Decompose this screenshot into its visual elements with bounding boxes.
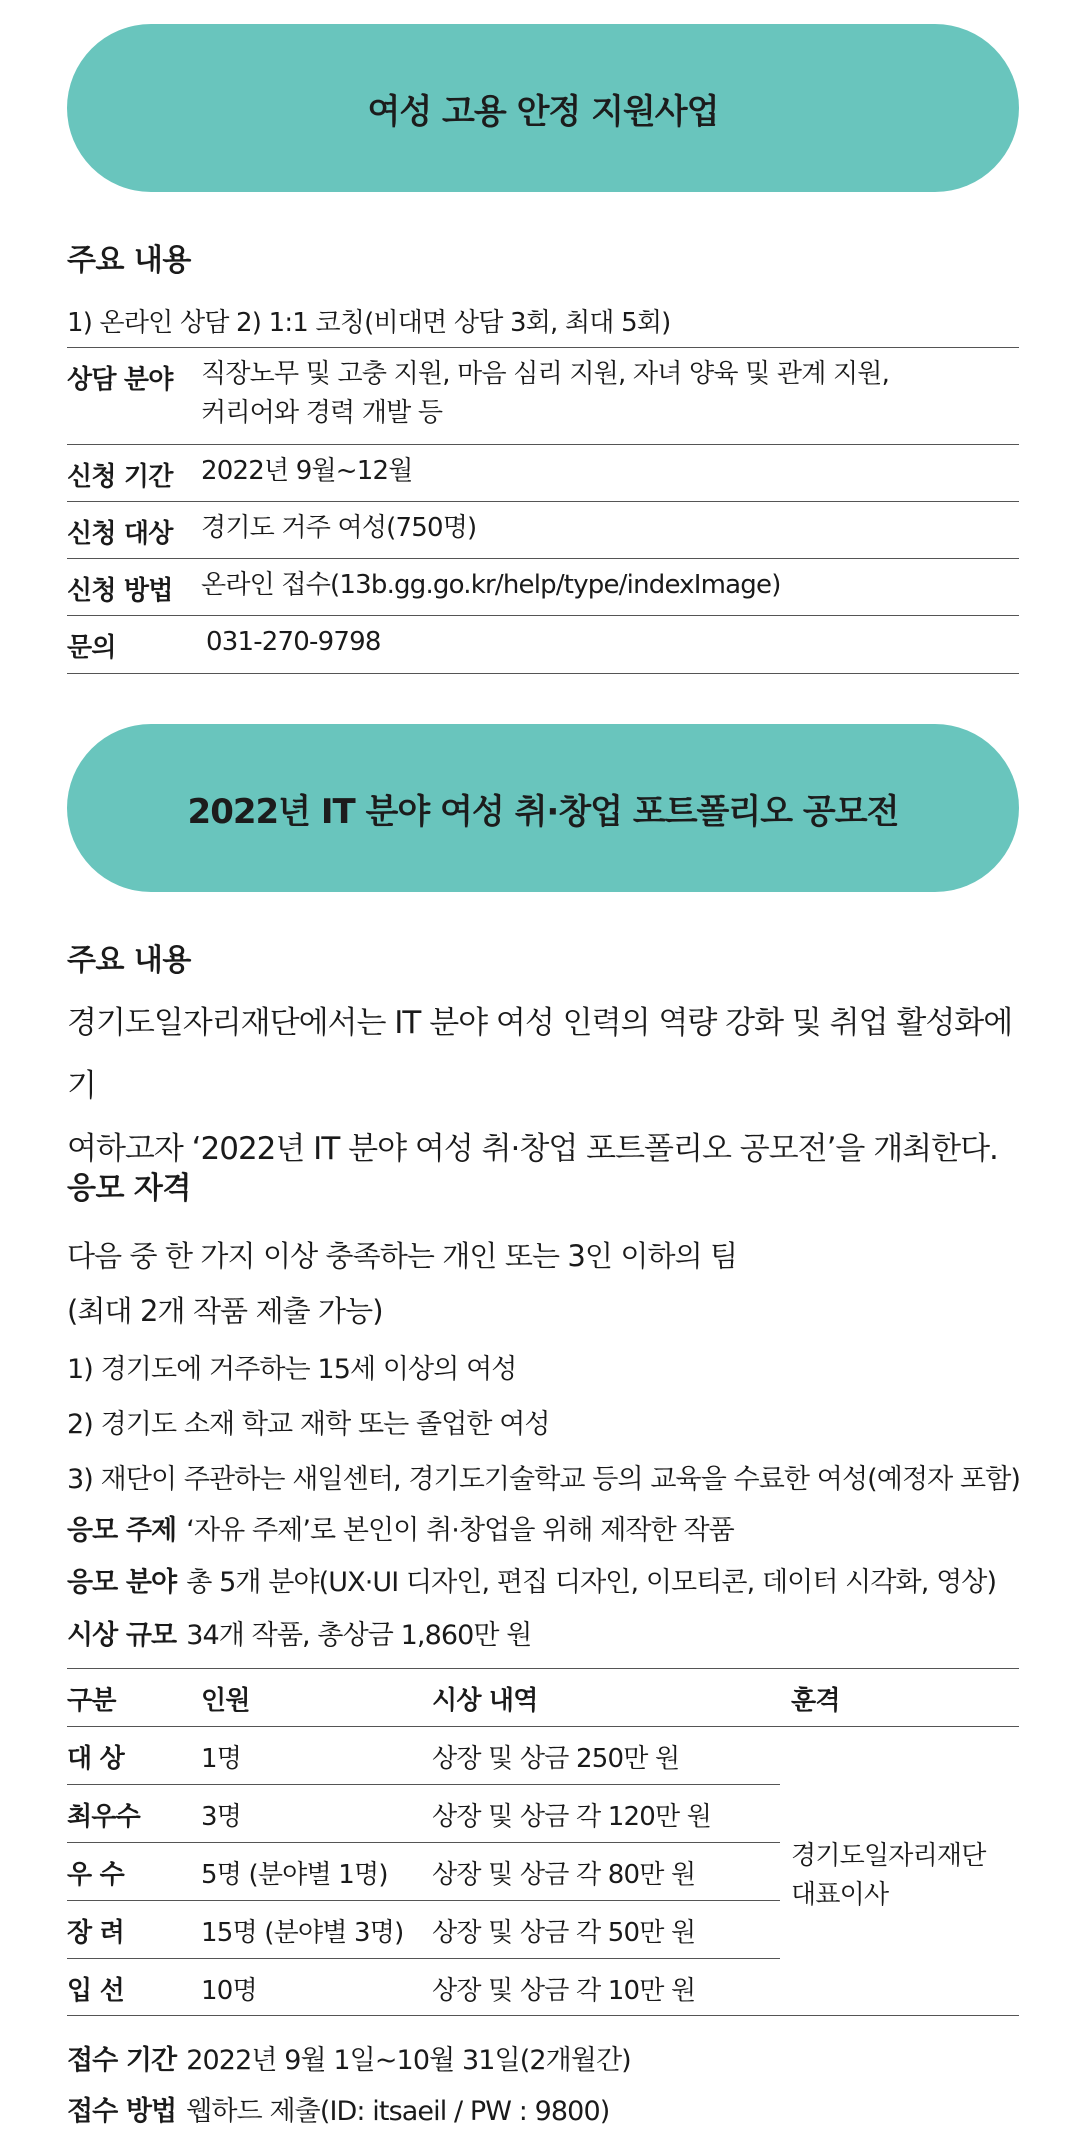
- description-line2: 여하고자 ‘2022년 IT 분야 여성 취·창업 포트폴리오 공모전’을 개최한다.: [67, 1131, 998, 1167]
- table-row-rule: [67, 1900, 780, 1901]
- section1-heading: 주요 내용: [67, 243, 191, 278]
- table-cell-honor: 경기도일자리재단: [791, 1841, 986, 1871]
- row-value-apply-period: 2022년 9월~12월: [201, 456, 413, 486]
- table-cell-count: 5명 (분야별 1명): [201, 1860, 388, 1890]
- footer-value: 웹하드 제출(ID: itsaeil / PW : 9800): [186, 2096, 610, 2127]
- table-cell-count: 10명: [201, 1976, 257, 2006]
- table-cell-prize: 상장 및 상금 각 120만 원: [432, 1802, 712, 1832]
- info-theme: [67, 1508, 734, 1547]
- description-line1: 경기도일자리재단에서는 IT 분야 여성 인력의 역량 강화 및 취업 활성화에 기: [67, 1005, 1013, 1104]
- row-label-apply-period: 신청 기간: [67, 462, 173, 492]
- footer-receipt-method: [67, 2089, 609, 2128]
- qualification-line1: 다음 중 한 가지 이상 충족하는 개인 또는 3인 이하의 팀: [67, 1239, 738, 1273]
- row-value-contact: 031-270-9798: [206, 627, 381, 657]
- table-cell-grade: 우 수: [67, 1860, 124, 1890]
- section1-intro: 1) 온라인 상담 2) 1:1 코칭(비대면 상담 3회, 최대 5회): [67, 308, 671, 338]
- table-cell-count: 1명: [201, 1744, 242, 1774]
- table-row-rule: [67, 1958, 780, 1959]
- info-label: 응모 주제: [67, 1515, 177, 1546]
- row-value-consult-field: [201, 355, 889, 433]
- section1-title-banner: [67, 24, 1019, 192]
- row-label-apply-target: 신청 대상: [67, 519, 173, 549]
- table-header: 훈격: [791, 1686, 840, 1716]
- table-row-rule: [67, 1784, 780, 1785]
- table-top-rule: [67, 1668, 1019, 1669]
- row-value-line1: 직장노무 및 고충 지원, 마음 심리 지원, 자녀 양육 및 관계 지원,: [201, 359, 890, 389]
- info-label: 응모 분야: [67, 1567, 177, 1598]
- info-value: 총 5개 분야(UX·UI 디자인, 편집 디자인, 이모티콘, 데이터 시각화, 영상): [186, 1567, 997, 1598]
- divider: [67, 615, 1019, 616]
- qualification-line2: (최대 2개 작품 제출 가능): [67, 1294, 383, 1328]
- table-cell-grade: 최우수: [67, 1802, 140, 1832]
- qualification-heading: 응모 자격: [67, 1171, 191, 1206]
- table-row-rule: [67, 1842, 780, 1843]
- table-header: 구분: [67, 1686, 116, 1716]
- qualification-item: 2) 경기도 소재 학교 재학 또는 졸업한 여성: [67, 1409, 550, 1440]
- footer-receipt-period: [67, 2038, 631, 2077]
- table-cell-prize: 상장 및 상금 각 80만 원: [432, 1860, 696, 1890]
- divider: [67, 347, 1019, 348]
- row-label-consult-field: 상담 분야: [67, 365, 173, 395]
- table-cell-grade: 입 선: [67, 1976, 124, 2006]
- table-bottom-rule: [67, 2015, 1019, 2016]
- table-cell-grade: 장 려: [67, 1918, 124, 1948]
- section2-description: [67, 992, 1027, 1181]
- table-header-rule: [67, 1726, 1019, 1727]
- row-label-contact: 문의: [67, 633, 116, 663]
- section2-heading: 주요 내용: [67, 943, 191, 978]
- table-cell-honor: 대표이사: [791, 1880, 889, 1910]
- divider: [67, 673, 1019, 674]
- footer-label: 접수 방법: [67, 2096, 177, 2127]
- table-cell-grade: 대 상: [67, 1744, 124, 1774]
- info-value: 34개 작품, 총상금 1,860만 원: [186, 1620, 532, 1651]
- info-value: ‘자유 주제’로 본인이 취·창업을 위해 제작한 작품: [186, 1515, 734, 1546]
- divider: [67, 558, 1019, 559]
- table-header: 인원: [201, 1686, 250, 1716]
- table-cell-count: 15명 (분야별 3명): [201, 1918, 404, 1948]
- info-label: 시상 규모: [67, 1620, 177, 1651]
- section2-title-banner: [67, 724, 1019, 892]
- table-cell-prize: 상장 및 상금 250만 원: [432, 1744, 680, 1774]
- section1-title: 여성 고용 안정 지원사업: [367, 91, 719, 132]
- qualification-item: 3) 재단이 주관하는 새일센터, 경기도기술학교 등의 교육을 수료한 여성(예정자 포함): [67, 1464, 1021, 1495]
- table-header: 시상 내역: [432, 1686, 538, 1716]
- section2-title: 2022년 IT 분야 여성 취·창업 포트폴리오 공모전: [187, 791, 899, 832]
- divider: [67, 444, 1019, 445]
- table-cell-count: 3명: [201, 1802, 242, 1832]
- table-cell-prize: 상장 및 상금 각 10만 원: [432, 1976, 696, 2006]
- table-cell-prize: 상장 및 상금 각 50만 원: [432, 1918, 696, 1948]
- divider: [67, 501, 1019, 502]
- footer-value: 2022년 9월 1일~10월 31일(2개월간): [186, 2045, 631, 2076]
- footer-label: 접수 기간: [67, 2045, 177, 2076]
- info-award-scale: [67, 1613, 531, 1652]
- row-value-apply-method: 온라인 접수(13b.gg.go.kr/help/type/indexImage): [201, 570, 781, 600]
- qualification-item: 1) 경기도에 거주하는 15세 이상의 여성: [67, 1354, 517, 1385]
- row-value-line2: 커리어와 경력 개발 등: [201, 398, 443, 428]
- row-value-apply-target: 경기도 거주 여성(750명): [201, 513, 477, 543]
- info-field: [67, 1560, 996, 1599]
- row-label-apply-method: 신청 방법: [67, 576, 173, 606]
